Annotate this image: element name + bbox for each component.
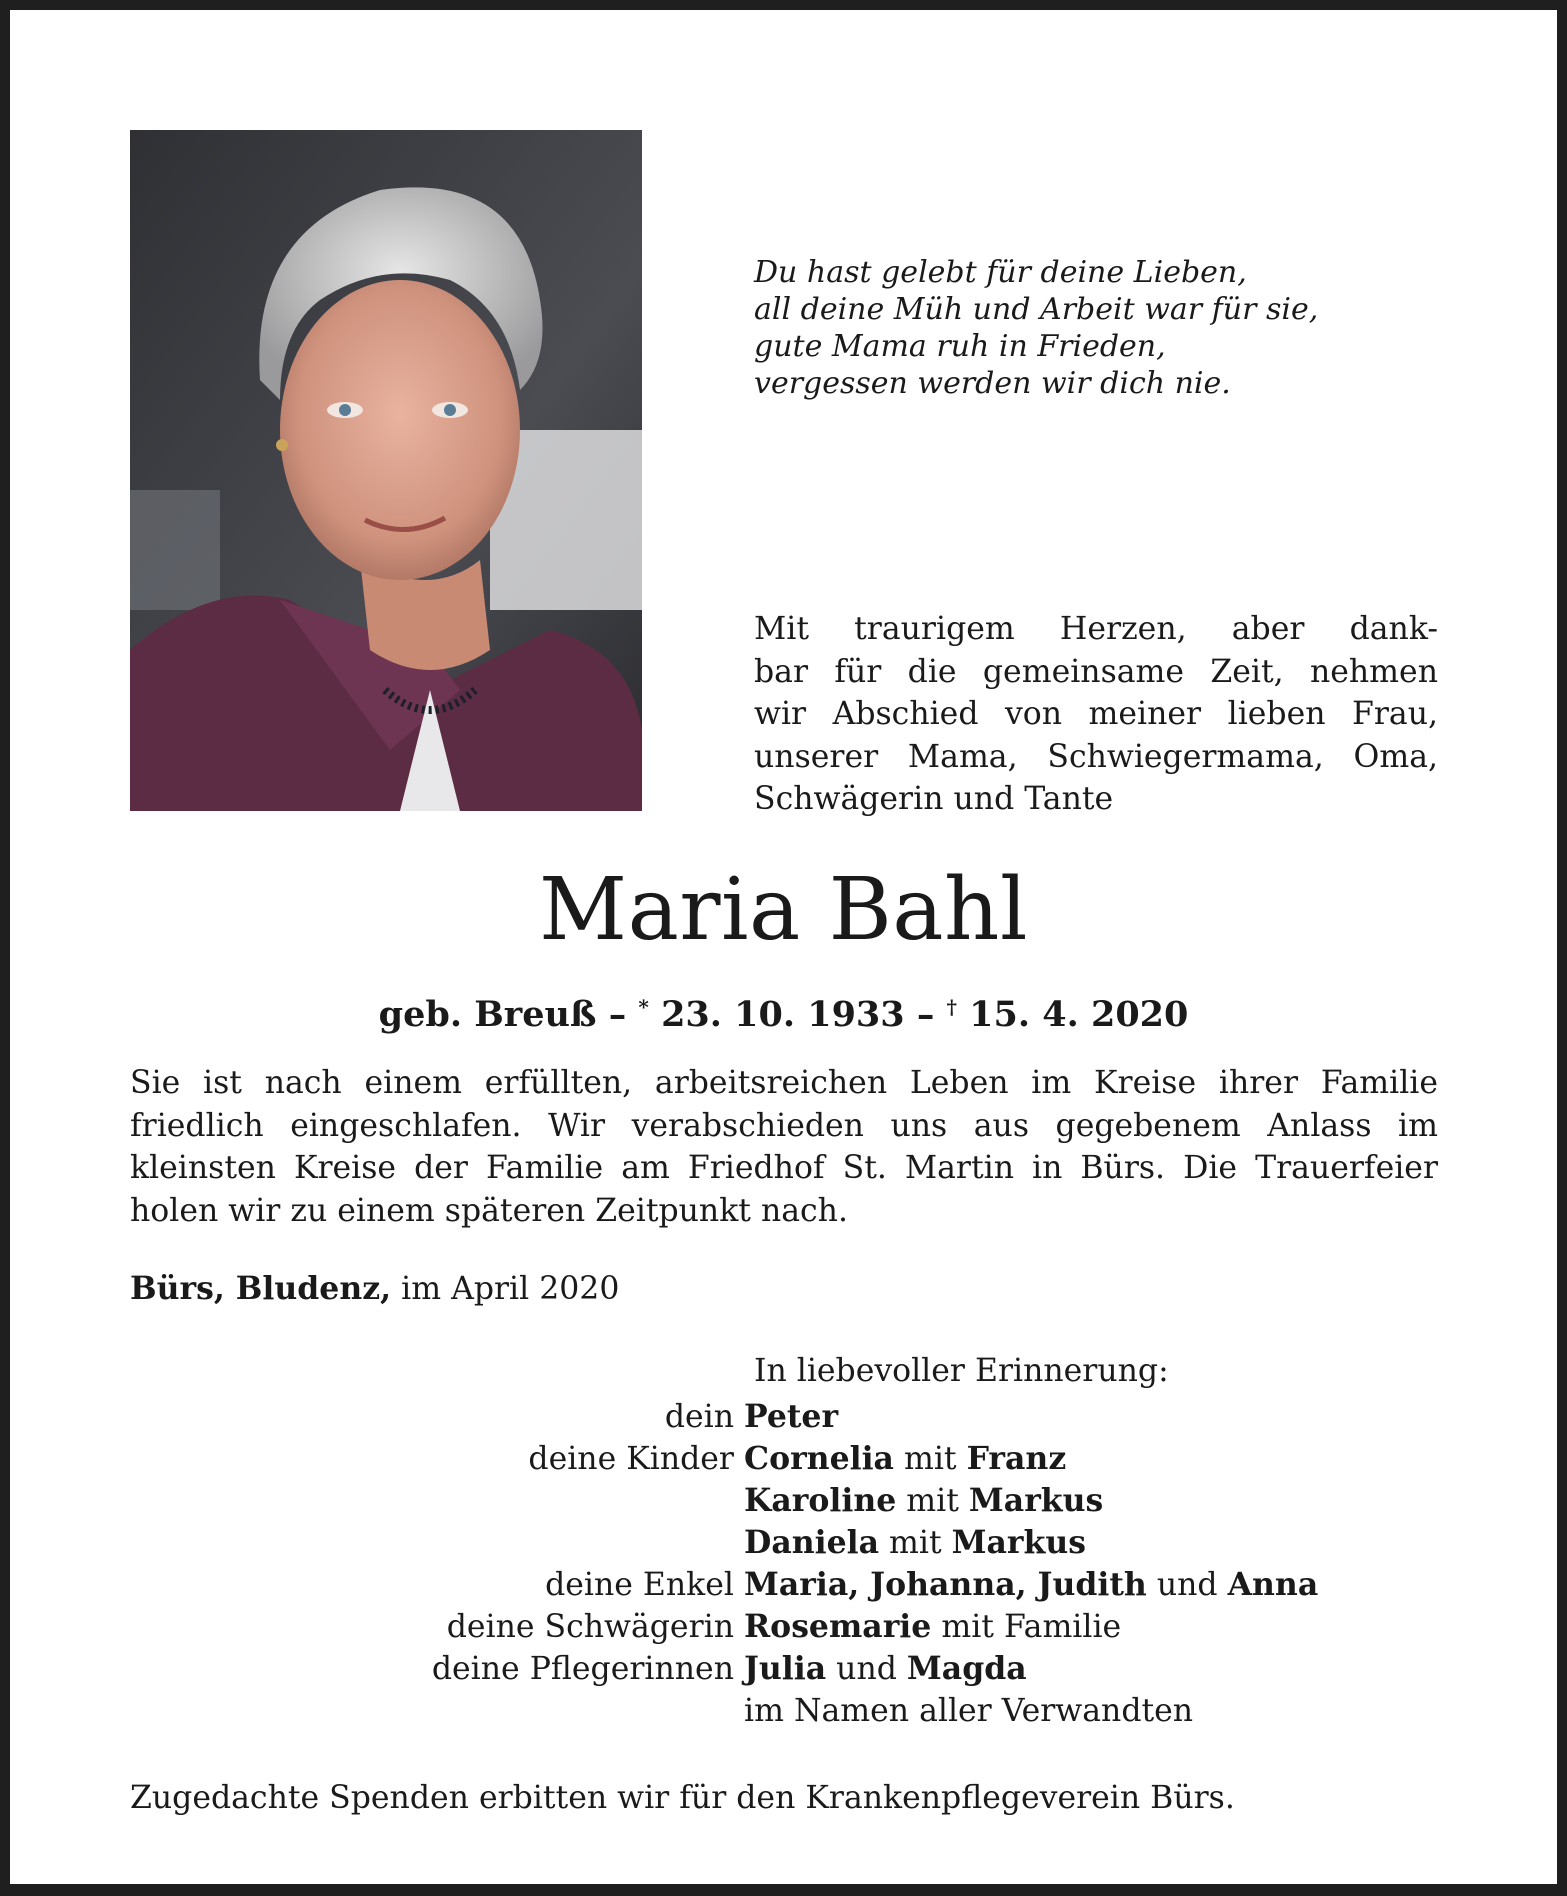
separator-dash: – [608,994,627,1035]
mourner-connector: im Namen aller Verwandten [744,1693,1194,1729]
body-line: friedlich eingeschlafen. Wir verabschieden uns aus gegebenem Anlass im [130,1107,1438,1144]
mourner-name: Karoline [744,1482,897,1519]
death-symbol: † [946,995,957,1019]
mourner-names [744,1396,838,1438]
memorial-verse [754,254,1454,402]
deceased-name: Maria Bahl [539,860,1028,960]
mourner-name: Anna [1227,1566,1319,1603]
place-names: Bürs, Bludenz, [130,1270,392,1307]
separator-dash: – [916,994,935,1035]
mourner-name: Daniela [744,1524,880,1561]
mourner-connector: mit Familie [931,1609,1122,1645]
verse-line: Du hast gelebt für deine Lieben, [754,255,1247,290]
intro-line: wir Abschied von meiner lieben Frau, [754,696,1438,732]
mourner-names [744,1522,1086,1564]
mourner-name: Maria, Johanna, Judith [744,1566,1147,1603]
donation-note: Zugedachte Spenden erbitten wir für den Krankenpflegeverein Bürs. [130,1780,1235,1816]
mourner-names [744,1690,1193,1732]
intro-paragraph [754,608,1438,821]
birth-symbol: * [638,995,649,1019]
memory-heading: In liebevoller Erinnerung: [754,1353,1169,1389]
birth-name: geb. Breuß [378,994,597,1035]
verse-line: all deine Müh und Arbeit war für sie, [754,292,1319,327]
mourner-connector: mit [893,1441,967,1477]
mourner-row [130,1648,1460,1690]
place-and-date [130,1268,619,1310]
month-year: im April 2020 [401,1271,620,1307]
mourner-name: Markus [968,1482,1104,1519]
mourner-name: Markus [951,1524,1086,1561]
mourner-relation: deine Pflegerinnen [431,1651,734,1687]
mourner-connector: und [826,1651,907,1687]
mourner-names [744,1564,1318,1606]
intro-line: Schwägerin und Tante [754,781,1114,817]
mourner-relation [130,1522,744,1564]
body-line: kleinsten Kreise der Familie am Friedhof St. Martin in Bürs. Die Trauerfeier [130,1150,1438,1186]
mourner-names [744,1648,1027,1690]
mourner-connector: und [1146,1567,1228,1603]
mourner-names [744,1438,1066,1480]
mourner-name: Franz [966,1440,1067,1477]
mourner-relation: dein [664,1399,734,1435]
mourner-name: Rosemarie [744,1608,932,1645]
body-line: Sie ist nach einem erfüllten, arbeitsreichen Leben im Kreise ihrer Familie [130,1065,1438,1101]
mourner-row [130,1690,1460,1732]
mourner-names [744,1606,1121,1648]
mourners-list [130,1396,1460,1732]
birth-date: 23. 10. 1933 [661,994,905,1035]
intro-line: Mit traurigem Herzen, aber dank- [754,611,1438,647]
announcement-paragraph [130,1062,1438,1232]
mourner-row [130,1480,1460,1522]
mourner-connector: mit [879,1525,952,1561]
mourner-row [130,1522,1460,1564]
mourner-row [130,1438,1460,1480]
mourner-relation: deine Kinder [528,1441,734,1477]
mourner-relation: deine Schwägerin [446,1609,734,1645]
mourner-name: Julia [744,1650,827,1687]
mourner-relation [130,1480,744,1522]
mourner-name: Magda [906,1650,1027,1687]
mourner-name: Peter [744,1398,839,1435]
portrait-photo [130,130,642,811]
life-dates [0,985,1567,1037]
mourner-row [130,1564,1460,1606]
mourner-row [130,1396,1460,1438]
verse-line: gute Mama ruh in Frieden, [754,329,1166,364]
death-date: 15. 4. 2020 [969,994,1189,1035]
mourner-relation [130,1690,744,1732]
mourner-connector: mit [896,1483,969,1519]
body-line: holen wir zu einem späteren Zeitpunkt nach. [130,1192,848,1229]
mourner-relation: deine Enkel [545,1567,734,1603]
mourner-row [130,1606,1460,1648]
mourner-names [744,1480,1103,1522]
mourner-name: Cornelia [744,1440,894,1477]
portrait-illustration [130,130,642,811]
intro-line: bar für die gemeinsame Zeit, nehmen [754,653,1438,690]
verse-line: vergessen werden wir dich nie. [754,366,1231,401]
intro-line: unserer Mama, Schwiegermama, Oma, [754,738,1438,775]
